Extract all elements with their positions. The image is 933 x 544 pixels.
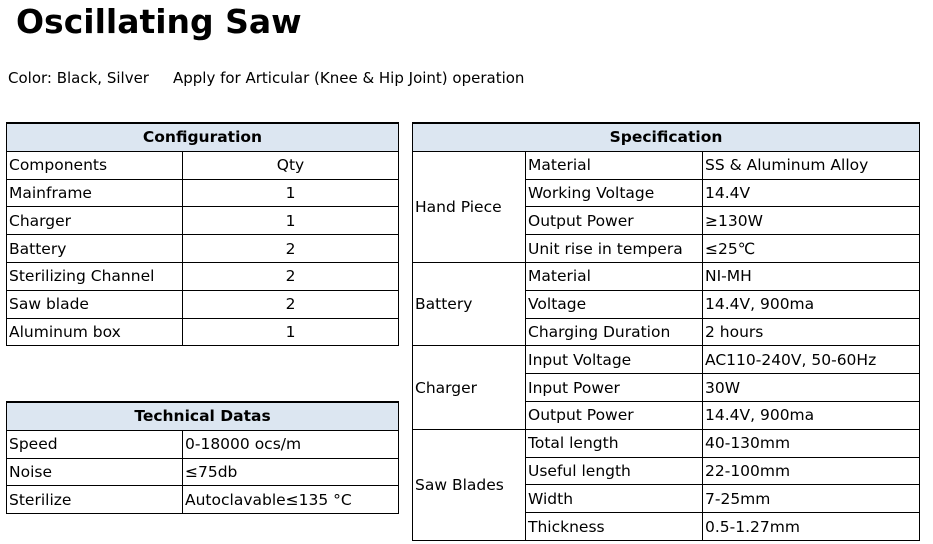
spec-name: Voltage — [526, 290, 703, 318]
spec-group-charger: Charger — [413, 346, 526, 429]
component-name: Saw blade — [7, 290, 183, 318]
spec-value: AC110-240V, 50-60Hz — [703, 346, 920, 374]
component-qty: 1 — [183, 179, 399, 207]
spec-value: 2 hours — [703, 318, 920, 346]
table-row — [7, 290, 399, 318]
spec-name: Input Power — [526, 374, 703, 402]
configuration-table — [6, 122, 399, 346]
technical-datas-table — [6, 401, 399, 514]
table-row — [413, 346, 920, 374]
spec-group-saw-blades: Saw Blades — [413, 429, 526, 540]
spec-name: Material — [526, 262, 703, 290]
spec-value: SS & Aluminum Alloy — [703, 151, 920, 179]
spec-group-hand-piece: Hand Piece — [413, 151, 526, 262]
page-title: Oscillating Saw — [16, 2, 302, 41]
tech-name: Sterilize — [7, 486, 183, 514]
spec-name: Material — [526, 151, 703, 179]
component-qty: 1 — [183, 207, 399, 235]
component-qty: 2 — [183, 235, 399, 263]
component-qty: 2 — [183, 290, 399, 318]
spec-value: 14.4V — [703, 179, 920, 207]
spec-name: Working Voltage — [526, 179, 703, 207]
tech-value: 0-18000 ocs/m — [183, 430, 399, 458]
component-name: Charger — [7, 207, 183, 235]
spec-name: Charging Duration — [526, 318, 703, 346]
technical-datas-header: Technical Datas — [7, 402, 399, 430]
spec-name: Unit rise in tempera — [526, 235, 703, 263]
component-qty: 1 — [183, 318, 399, 346]
specification-header: Specification — [413, 123, 920, 151]
spec-value: 30W — [703, 374, 920, 402]
table-row — [7, 486, 399, 514]
component-name: Mainframe — [7, 179, 183, 207]
spec-name: Output Power — [526, 207, 703, 235]
component-name: Battery — [7, 235, 183, 263]
table-row — [7, 179, 399, 207]
spec-group-battery: Battery — [413, 262, 526, 345]
spec-name: Input Voltage — [526, 346, 703, 374]
spec-value: 14.4V, 900ma — [703, 290, 920, 318]
spec-name: Width — [526, 485, 703, 513]
specification-table — [412, 122, 920, 541]
table-row — [7, 235, 399, 263]
table-row — [413, 151, 920, 179]
configuration-header: Configuration — [7, 123, 399, 151]
table-row — [413, 262, 920, 290]
spec-name: Thickness — [526, 513, 703, 541]
spec-name: Useful length — [526, 457, 703, 485]
spec-value: 14.4V, 900ma — [703, 401, 920, 429]
components-column-header: Components — [7, 151, 183, 179]
tech-name: Noise — [7, 458, 183, 486]
table-row — [7, 458, 399, 486]
spec-value: 22-100mm — [703, 457, 920, 485]
tech-value: ≤75db — [183, 458, 399, 486]
component-name: Aluminum box — [7, 318, 183, 346]
tech-name: Speed — [7, 430, 183, 458]
table-row — [7, 430, 399, 458]
table-row — [413, 429, 920, 457]
qty-column-header: Qty — [183, 151, 399, 179]
table-row — [7, 318, 399, 346]
spec-name: Output Power — [526, 401, 703, 429]
spec-value: NI-MH — [703, 262, 920, 290]
application-info: Apply for Articular (Knee & Hip Joint) operation — [172, 69, 525, 87]
spec-value: ≥130W — [703, 207, 920, 235]
spec-value: ≤25℃ — [703, 235, 920, 263]
component-name: Sterilizing Channel — [7, 262, 183, 290]
table-row — [7, 207, 399, 235]
table-row — [7, 151, 399, 179]
component-qty: 2 — [183, 262, 399, 290]
spec-name: Total length — [526, 429, 703, 457]
spec-value: 7-25mm — [703, 485, 920, 513]
spec-value: 0.5-1.27mm — [703, 513, 920, 541]
tech-value: Autoclavable≤135 °C — [183, 486, 399, 514]
product-description — [8, 69, 524, 87]
spec-value: 40-130mm — [703, 429, 920, 457]
table-row — [7, 262, 399, 290]
color-info: Color: Black, Silver — [8, 69, 149, 87]
